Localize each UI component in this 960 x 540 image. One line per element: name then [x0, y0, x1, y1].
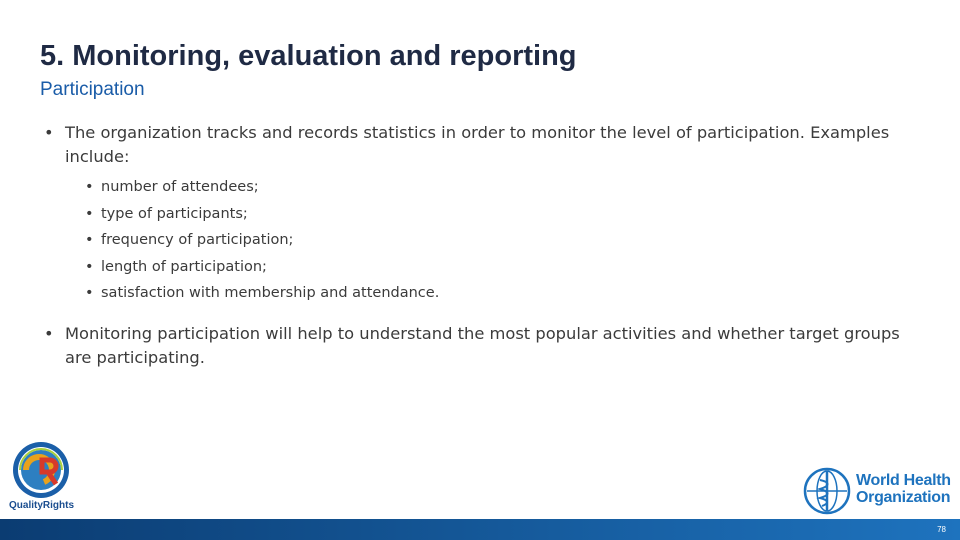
bullet-text: The organization tracks and records statistics in order to monitor the level of participation. Examples include:	[65, 123, 890, 166]
bullet-dot: •	[85, 179, 94, 195]
bullet-dot: •	[44, 123, 54, 142]
sub-bullet-item	[44, 174, 924, 201]
bullet-dot: •	[44, 323, 54, 343]
sub-bullet-text: frequency of participation;	[101, 232, 294, 248]
qualityrights-wordmark: QualityRights	[9, 500, 75, 511]
who-wordmark-line: World Health	[856, 472, 951, 489]
slide-body	[44, 121, 924, 370]
sub-bullet-item	[44, 280, 924, 307]
bullet-text: Monitoring participation will help to understand the most popular activities and whether target groups are participating.	[65, 323, 900, 367]
bullet-item	[44, 322, 924, 370]
sub-bullet-text: length of participation;	[101, 258, 267, 275]
bullet-dot: •	[85, 232, 94, 248]
sub-bullet-item	[44, 254, 924, 281]
bullet-dot: •	[85, 258, 94, 275]
slide-subtitle: Participation	[40, 79, 145, 100]
slide-title: 5. Monitoring, evaluation and reporting	[40, 40, 577, 72]
footer-bar	[0, 519, 960, 540]
sub-bullet-item	[44, 227, 924, 254]
sub-bullet-list	[44, 174, 924, 307]
page-number: 78	[937, 525, 946, 534]
sub-bullet-text: type of participants;	[101, 205, 248, 222]
sub-bullet-item	[44, 201, 924, 228]
bullet-dot: •	[85, 285, 94, 301]
bullet-item	[44, 121, 924, 169]
sub-bullet-text: number of attendees;	[101, 179, 259, 195]
who-wordmark	[856, 472, 951, 506]
bullet-dot: •	[85, 205, 94, 222]
sub-bullet-text: satisfaction with membership and attendance.	[101, 285, 440, 301]
who-emblem-icon	[802, 466, 852, 516]
who-wordmark-line: Organization	[856, 489, 951, 506]
